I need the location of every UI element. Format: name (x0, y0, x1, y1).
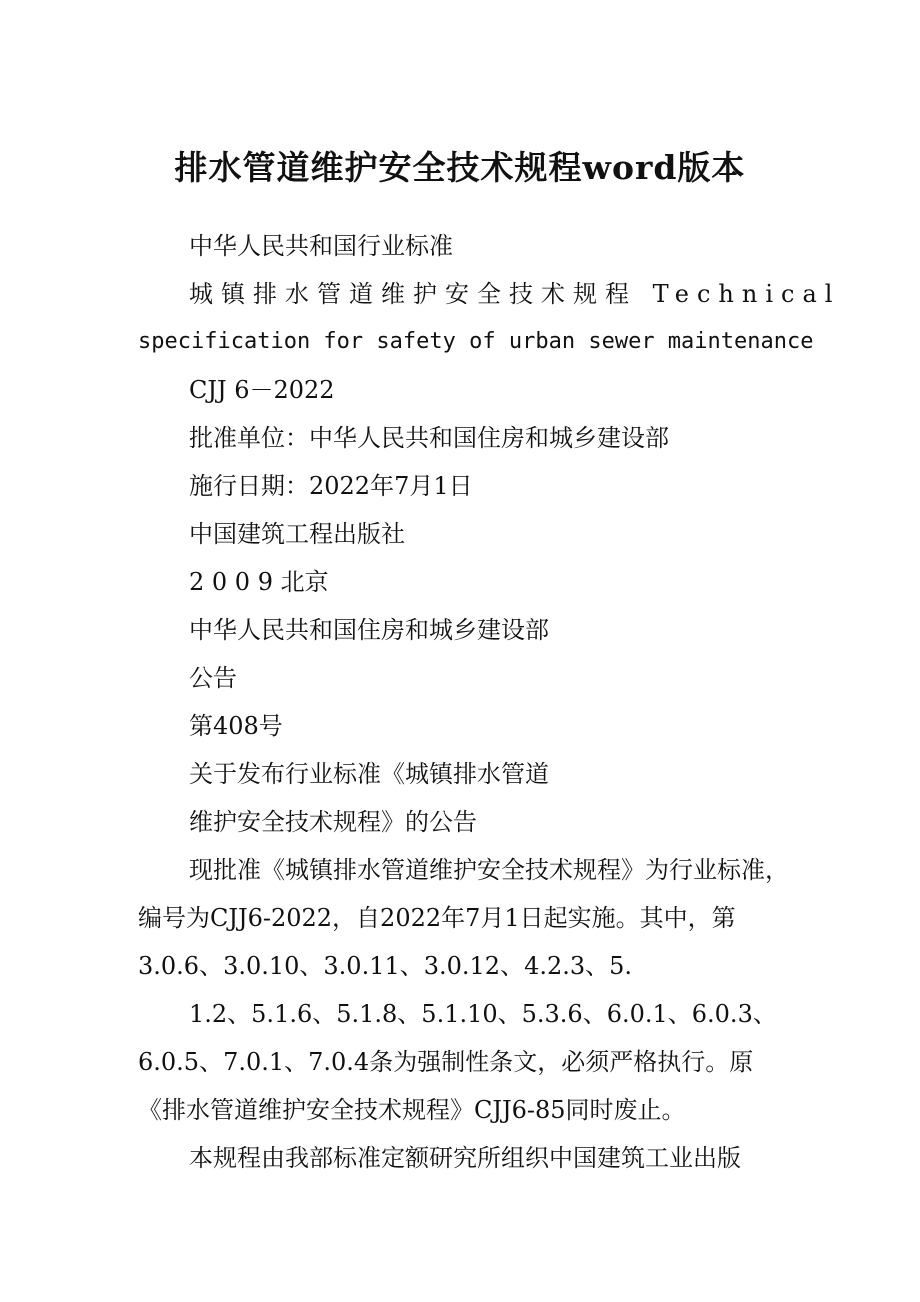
text-line: 城镇排水管道维护安全技术规程 Technical (189, 280, 841, 308)
text-line: CJJ 6－2022 (189, 376, 335, 404)
text-line: 第408号 (189, 712, 283, 740)
text-line: 中华人民共和国行业标准 (189, 232, 453, 260)
text-line: 编号为CJJ6-2022，自2022年7月1日起实施。其中，第 (138, 904, 736, 932)
document-title: 排水管道维护安全技术规程word版本 (174, 148, 746, 187)
text-line: 3.0.6、3.0.10、3.0.11、3.0.12、4.2.3、5. (138, 952, 633, 980)
text-line: 本规程由我部标准定额研究所组织中国建筑工业出版 (189, 1144, 741, 1172)
text-line: 公告 (189, 664, 237, 692)
text-line: 现批准《城镇排水管道维护安全技术规程》为行业标准， (189, 856, 789, 884)
text-line: 2 0 0 9 北京 (189, 568, 329, 596)
text-line: specification for safety of urban sewer maintenance (138, 329, 814, 354)
text-line: 批准单位：中华人民共和国住房和城乡建设部 (189, 424, 669, 452)
text-line: 维护安全技术规程》的公告 (189, 808, 477, 836)
text-line: 中国建筑工程出版社 (189, 520, 405, 548)
text-line: 关于发布行业标准《城镇排水管道 (189, 760, 549, 788)
text-line: 施行日期：2022年7月1日 (189, 472, 473, 500)
text-line: 1.2、5.1.6、5.1.8、5.1.10、5.3.6、6.0.1、6.0.3、 (189, 1000, 777, 1028)
text-line: 6.0.5、7.0.1、7.0.4条为强制性条文，必须严格执行。原 (138, 1048, 754, 1076)
text-line: 中华人民共和国住房和城乡建设部 (189, 616, 549, 644)
text-line: 《排水管道维护安全技术规程》CJJ6-85同时废止。 (138, 1096, 686, 1124)
